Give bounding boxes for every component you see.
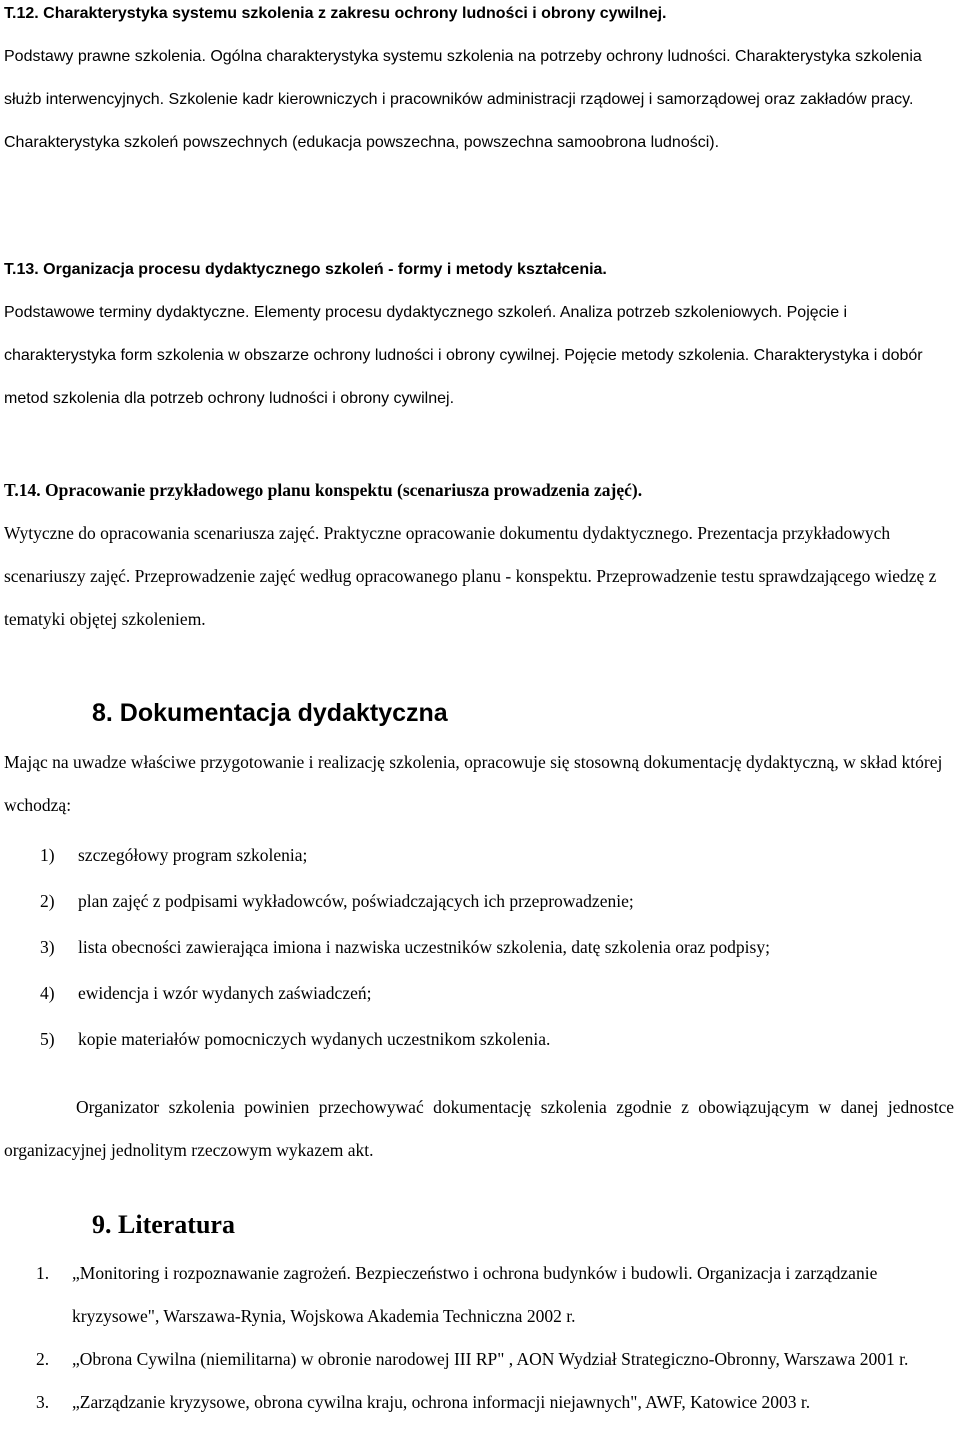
topic-t12-title: Charakterystyka systemu szkolenia z zakresu ochrony ludności i obrony cywilnej.	[43, 5, 667, 22]
section-8-closing-text: Organizator szkolenia powinien przechowywać dokumentację szkolenia zgodnie z obowiązującym w danej jednostce organizacyjnej jednolitym rzeczowym wykazem akt.	[4, 1097, 954, 1160]
list-item	[0, 970, 956, 1016]
section-9-heading: 9. Literatura	[92, 1210, 235, 1239]
list-item-number: 1)	[40, 845, 55, 865]
list-item-text: kopie materiałów pomocniczych wydanych uczestnikom szkolenia.	[78, 1029, 551, 1049]
list-item	[0, 878, 956, 924]
literature-list	[0, 1252, 956, 1424]
literature-item-text: „Zarządzanie kryzysowe, obrona cywilna kraju, ochrona informacji niejawnych", AWF, Katowice 2003 r.	[72, 1392, 811, 1412]
literature-item	[0, 1338, 956, 1381]
literature-item-number: 3.	[36, 1392, 50, 1412]
topic-t13	[4, 248, 956, 420]
literature-item-text: „Obrona Cywilna (niemilitarna) w obronie narodowej III RP" , AON Wydział Strategiczno-Obronny, Warszawa 2001 r.	[72, 1349, 909, 1369]
topic-t12-id: T.12.	[4, 5, 39, 22]
list-item	[0, 924, 956, 970]
literature-item	[0, 1381, 956, 1424]
documentation-list	[0, 832, 956, 1062]
section-8-closing	[4, 1086, 954, 1172]
topic-t14-title: Opracowanie przykładowego planu konspektu (scenariusza prowadzenia zajęć).	[45, 480, 643, 500]
topic-t14	[4, 469, 956, 641]
topic-t14-body: Wytyczne do opracowania scenariusza zajęć. Praktyczne opracowanie dokumentu dydaktycznego. Prezentacja przykładowych scenariuszy zajęć. Przeprowadzenie zajęć według opracowanego planu - konspektu. Przeprowadzenie testu sprawdzającego wiedzę z tematyki objętej szkoleniem.	[4, 523, 937, 629]
literature-item-text: „Monitoring i rozpoznawanie zagrożeń. Bezpieczeństwo i ochrona budynków i budowli. Organizacja i zarządzanie kryzysowe", Warszawa-Rynia, Wojskowa Akademia Techniczna 2002 r.	[72, 1263, 878, 1326]
list-item	[0, 1016, 956, 1062]
list-item-number: 4)	[40, 983, 55, 1003]
literature-item	[0, 1252, 956, 1338]
list-item-text: ewidencja i wzór wydanych zaświadczeń;	[78, 983, 372, 1003]
list-item-number: 3)	[40, 937, 55, 957]
list-item-text: szczegółowy program szkolenia;	[78, 845, 308, 865]
list-item-number: 2)	[40, 891, 55, 911]
topic-t13-body: Podstawowe terminy dydaktyczne. Elementy procesu dydaktycznego szkoleń. Analiza potrzeb szkoleniowych. Pojęcie i charakterystyka form szkolenia w obszarze ochrony ludności i obrony cywilnej. Pojęcie metody szkolenia. Charakterystyka i dobór metod szkolenia dla potrzeb ochrony ludności i obrony cywilnej.	[4, 304, 923, 407]
list-item	[0, 832, 956, 878]
section-8-heading: 8. Dokumentacja dydaktyczna	[92, 699, 448, 727]
topic-t13-title: Organizacja procesu dydaktycznego szkoleń - formy i metody kształcenia.	[43, 261, 607, 278]
topic-t14-id: T.14.	[4, 480, 41, 500]
section-8-intro: Mając na uwadze właściwe przygotowanie i realizację szkolenia, opracowuje się stosowną dokumentację dydaktyczną, w skład której wchodzą:	[4, 752, 943, 815]
list-item-number: 5)	[40, 1029, 55, 1049]
list-item-text: plan zajęć z podpisami wykładowców, poświadczających ich przeprowadzenie;	[78, 891, 634, 911]
topic-t12-body: Podstawy prawne szkolenia. Ogólna charakterystyka systemu szkolenia na potrzeby ochrony ludności. Charakterystyka szkolenia służb interwencyjnych. Szkolenie kadr kierowniczych i pracowników administracji rządowej i samorządowej oraz zakładów pracy. Charakterystyka szkoleń powszechnych (edukacja powszechna, powszechna samoobrona ludności).	[4, 48, 922, 151]
topic-t12	[4, 0, 956, 164]
topic-t13-id: T.13.	[4, 261, 39, 278]
literature-item-number: 1.	[36, 1263, 50, 1283]
list-item-text: lista obecności zawierająca imiona i nazwiska uczestników szkolenia, datę szkolenia oraz podpisy;	[78, 937, 770, 957]
literature-item-number: 2.	[36, 1349, 50, 1369]
